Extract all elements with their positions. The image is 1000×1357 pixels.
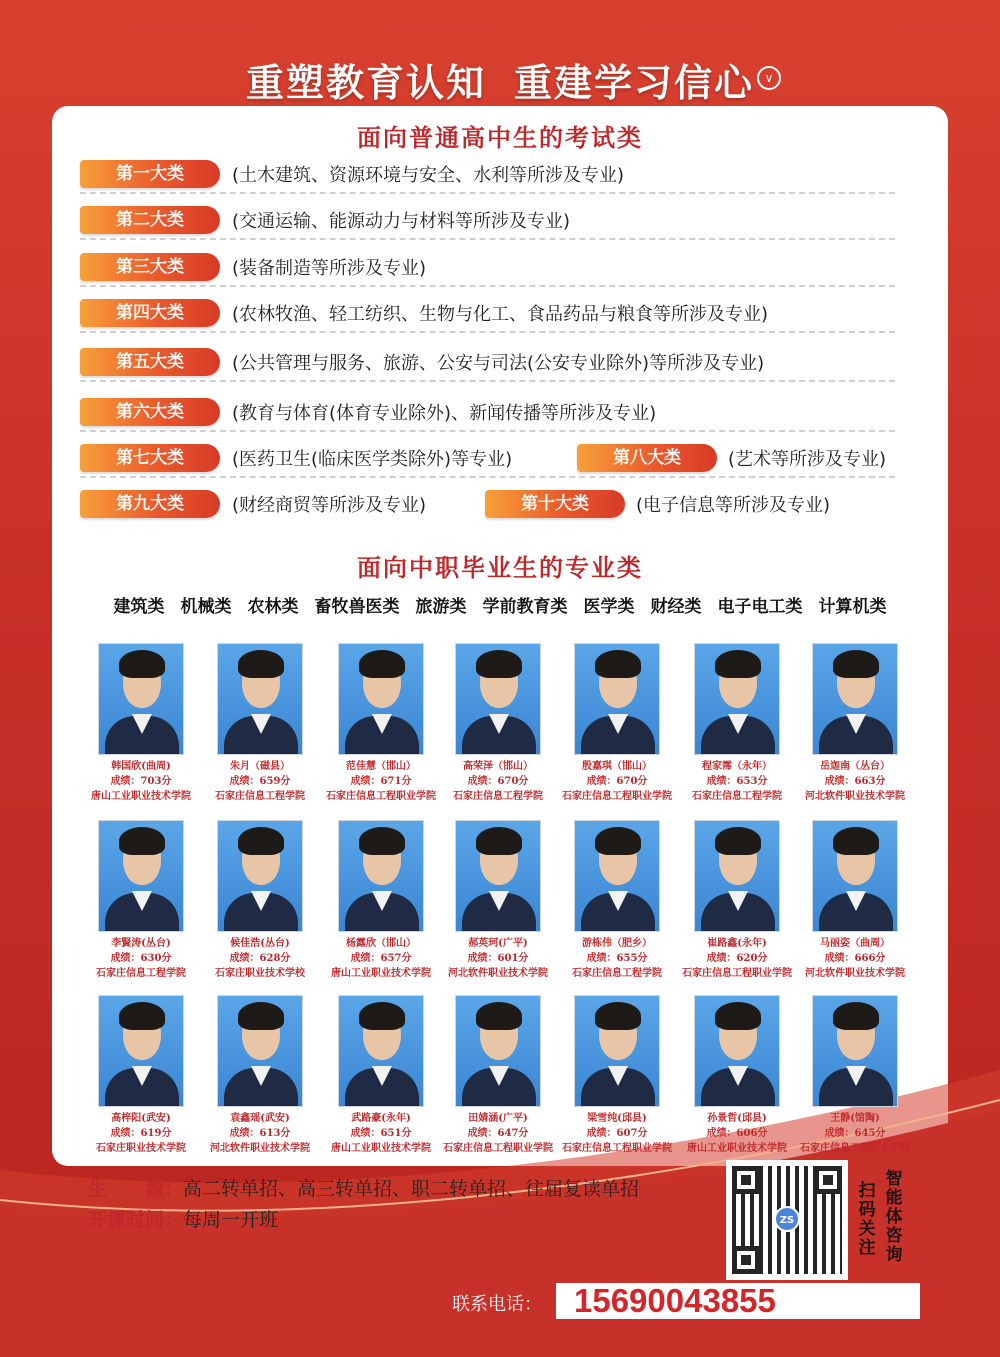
student-card xyxy=(199,820,321,981)
headline-part1: 重塑教育认知 xyxy=(245,61,486,105)
student-photo xyxy=(455,820,541,932)
qr-logo: ZS xyxy=(774,1206,800,1232)
source-value: 高二转单招、高三转单招、职二转单招、往届复读单招 xyxy=(183,1178,640,1200)
category-badge: 第四大类 xyxy=(80,299,220,327)
category-desc: (土木建筑、资源环境与安全、水利等所涉及专业) xyxy=(232,165,625,186)
category-row-3 xyxy=(80,253,895,287)
student-name: 李賢涛(丛台) xyxy=(111,938,171,949)
student-name: 武路豪(永年) xyxy=(351,1113,411,1124)
student-card xyxy=(556,643,678,804)
category-row-2 xyxy=(80,206,895,240)
phone-label: 联系电话： xyxy=(452,1294,542,1315)
major-item: 畜牧兽医类 xyxy=(314,597,400,617)
photo-hair xyxy=(595,650,641,678)
major-item: 旅游类 xyxy=(415,597,467,617)
student-name: 游栋伟（肥乡） xyxy=(582,938,652,949)
student-card xyxy=(676,995,798,1156)
student-name: 岳迦南（丛台） xyxy=(820,761,890,772)
student-name: 袁鑫瑶(武安) xyxy=(230,1113,290,1124)
category-desc: (农林牧渔、轻工纺织、生物与化工、食品药品与粮食等所涉及专业) xyxy=(232,304,769,325)
headline xyxy=(0,52,1000,112)
schedule-label: 开课时间： xyxy=(88,1209,184,1231)
student-photo xyxy=(574,820,660,932)
student-school: 河北软件职业技术学院 xyxy=(805,968,905,979)
student-card xyxy=(794,643,916,804)
student-school: 石家庄信息工程职业学院 xyxy=(562,791,672,802)
student-school: 唐山工业职业技术学院 xyxy=(331,1143,431,1154)
scan-follow-text: 扫码关注 xyxy=(858,1181,876,1258)
student-card xyxy=(676,643,798,804)
major-item: 电子电工类 xyxy=(717,597,803,617)
photo-hair xyxy=(119,650,165,678)
photo-hair xyxy=(359,827,405,855)
photo-hair xyxy=(715,827,761,855)
student-photo xyxy=(455,995,541,1107)
category-desc: (教育与体育(体育专业除外)、新闻传播等所涉及专业) xyxy=(232,403,657,424)
qr-finder xyxy=(732,1166,760,1194)
student-photo xyxy=(812,995,898,1107)
category-desc: (电子信息等所涉及专业) xyxy=(636,495,831,516)
student-score: 成绩：645分 xyxy=(824,1128,886,1139)
student-school: 石家庄职业技术学院 xyxy=(96,1143,186,1154)
student-card xyxy=(556,995,678,1156)
student-name: 孙景哲(邱县) xyxy=(707,1113,767,1124)
qr-finder xyxy=(732,1246,760,1274)
category-badge: 第一大类 xyxy=(80,160,220,188)
category-row-1 xyxy=(80,160,895,194)
student-score: 成绩：657分 xyxy=(350,953,412,964)
phone-number[interactable]: 15690043855 xyxy=(556,1283,920,1319)
category-row-4 xyxy=(80,299,895,333)
student-school: 石家庄信息工程学院 xyxy=(453,791,543,802)
major-item: 医学类 xyxy=(583,597,635,617)
student-name: 候佳浩(丛台) xyxy=(230,938,290,949)
student-card xyxy=(199,995,321,1156)
major-item: 农林类 xyxy=(247,597,299,617)
student-name: 高荣泽（邯山） xyxy=(463,761,533,772)
major-item: 机械类 xyxy=(180,597,232,617)
qr-code[interactable] xyxy=(726,1160,848,1280)
category-badge: 第十大类 xyxy=(485,490,625,518)
student-card xyxy=(676,820,798,981)
photo-hair xyxy=(119,1002,165,1030)
category-desc: (财经商贸等所涉及专业) xyxy=(232,495,427,516)
category-row-6 xyxy=(80,398,895,432)
photo-hair xyxy=(595,827,641,855)
category-desc: (装备制造等所涉及专业) xyxy=(232,258,427,279)
student-photo xyxy=(694,643,780,755)
category-row-7-8 xyxy=(80,444,895,478)
student-school: 河北软件职业技术学院 xyxy=(805,791,905,802)
student-photo xyxy=(98,995,184,1107)
student-score: 成绩：651分 xyxy=(350,1128,412,1139)
student-photo xyxy=(217,820,303,932)
student-name: 程家霈（永年） xyxy=(702,761,772,772)
major-item: 建筑类 xyxy=(113,597,165,617)
student-school: 唐山工业职业技术学院 xyxy=(91,791,191,802)
student-photo xyxy=(574,643,660,755)
student-photo xyxy=(694,820,780,932)
category-desc: (交通运输、能源动力与材料等所涉及专业) xyxy=(232,211,571,232)
student-score: 成绩：666分 xyxy=(824,953,886,964)
category-desc: (医药卫生(临床医学类除外)等专业) xyxy=(232,449,513,470)
student-card xyxy=(437,643,559,804)
student-card xyxy=(794,820,916,981)
student-card xyxy=(320,820,442,981)
student-card xyxy=(199,643,321,804)
student-card xyxy=(80,820,202,981)
student-name: 朱月（磁县） xyxy=(230,761,290,772)
student-photo xyxy=(338,820,424,932)
student-score: 成绩：606分 xyxy=(706,1128,768,1139)
schedule-value: 每周一开班 xyxy=(183,1209,279,1231)
student-school: 石家庄信息工程学院 xyxy=(572,968,662,979)
photo-hair xyxy=(476,650,522,678)
majors-list xyxy=(52,592,948,617)
source-line xyxy=(88,1174,639,1201)
student-name: 王静(馆陶) xyxy=(830,1113,880,1124)
student-score: 成绩：671分 xyxy=(350,776,412,787)
photo-hair xyxy=(238,1002,284,1030)
student-school: 石家庄信息工程学院 xyxy=(215,791,305,802)
student-school: 石家庄信息工程学院 xyxy=(96,968,186,979)
category-row-9-10 xyxy=(80,490,895,524)
student-school: 石家庄信息工程学院 xyxy=(692,791,782,802)
student-school: 石家庄信息工程职业学院 xyxy=(800,1143,910,1154)
student-name: 崔路鑫(永年) xyxy=(707,938,767,949)
student-photo xyxy=(98,820,184,932)
student-school: 石家庄信息工程职业学院 xyxy=(682,968,792,979)
category-badge: 第九大类 xyxy=(80,490,220,518)
student-name: 田婧涵(广平) xyxy=(468,1113,528,1124)
student-school: 唐山工业职业技术学院 xyxy=(687,1143,787,1154)
schedule-line xyxy=(88,1205,278,1232)
student-name: 高梓阳(武安) xyxy=(111,1113,171,1124)
student-score: 成绩：630分 xyxy=(110,953,172,964)
student-school: 河北软件职业技术学院 xyxy=(210,1143,310,1154)
major-item: 计算机类 xyxy=(818,597,887,617)
major-item: 财经类 xyxy=(650,597,702,617)
student-score: 成绩：613分 xyxy=(229,1128,291,1139)
student-school: 河北软件职业技术学院 xyxy=(448,968,548,979)
headline-part2: 重建学习信心 xyxy=(514,61,755,105)
student-school: 唐山工业职业技术学院 xyxy=(331,968,431,979)
category-row-5 xyxy=(80,348,895,382)
category-badge: 第三大类 xyxy=(80,253,220,281)
student-photo xyxy=(812,820,898,932)
student-card xyxy=(80,995,202,1156)
student-photo xyxy=(812,643,898,755)
student-card xyxy=(437,995,559,1156)
student-photo xyxy=(338,995,424,1107)
student-score: 成绩：663分 xyxy=(824,776,886,787)
category-desc: (艺术等所涉及专业) xyxy=(728,449,887,470)
photo-hair xyxy=(833,650,879,678)
student-name: 梁雪纯(邱县) xyxy=(587,1113,647,1124)
photo-hair xyxy=(119,827,165,855)
category-badge: 第六大类 xyxy=(80,398,220,426)
student-card xyxy=(320,643,442,804)
photo-hair xyxy=(595,1002,641,1030)
qr-pattern xyxy=(732,1166,842,1274)
category-badge: 第二大类 xyxy=(80,206,220,234)
student-score: 成绩：620分 xyxy=(706,953,768,964)
student-score: 成绩：703分 xyxy=(110,776,172,787)
photo-hair xyxy=(715,1002,761,1030)
student-name: 郝英珂(广平) xyxy=(468,938,528,949)
student-score: 成绩：655分 xyxy=(586,953,648,964)
student-score: 成绩：653分 xyxy=(706,776,768,787)
student-card xyxy=(794,995,916,1156)
student-name: 韩国欣(曲周) xyxy=(111,761,171,772)
student-name: 杨露欣（邯山） xyxy=(346,938,416,949)
category-badge: 第八大类 xyxy=(577,444,717,472)
chevron-down-icon: ∨ xyxy=(757,66,781,90)
student-photo xyxy=(98,643,184,755)
student-score: 成绩：647分 xyxy=(467,1128,529,1139)
photo-hair xyxy=(833,827,879,855)
photo-hair xyxy=(359,650,405,678)
student-card xyxy=(320,995,442,1156)
student-school: 石家庄信息工程职业学院 xyxy=(562,1143,672,1154)
student-name: 马丽姿（曲周） xyxy=(820,938,890,949)
source-label: 生 源： xyxy=(88,1178,184,1200)
qr-finder xyxy=(814,1166,842,1194)
student-photo xyxy=(455,643,541,755)
student-photo xyxy=(338,643,424,755)
photo-hair xyxy=(833,1002,879,1030)
student-name: 范佳慧（邯山） xyxy=(346,761,416,772)
student-school: 石家庄信息工程职业学院 xyxy=(326,791,436,802)
student-name: 殷嘉琪（邯山） xyxy=(582,761,652,772)
photo-hair xyxy=(715,650,761,678)
student-school: 石家庄信息工程职业学院 xyxy=(443,1143,553,1154)
student-score: 成绩：619分 xyxy=(110,1128,172,1139)
student-photo xyxy=(217,643,303,755)
category-badge: 第五大类 xyxy=(80,348,220,376)
photo-hair xyxy=(238,827,284,855)
student-score: 成绩：670分 xyxy=(586,776,648,787)
student-score: 成绩：670分 xyxy=(467,776,529,787)
ai-consult-text: 智能体咨询 xyxy=(885,1169,903,1265)
student-score: 成绩：659分 xyxy=(229,776,291,787)
photo-hair xyxy=(476,1002,522,1030)
section-title-vocational: 面向中职毕业生的专业类 xyxy=(357,554,643,582)
photo-hair xyxy=(359,1002,405,1030)
student-photo xyxy=(694,995,780,1107)
photo-hair xyxy=(238,650,284,678)
student-school: 石家庄职业技术学校 xyxy=(215,968,305,979)
student-photo xyxy=(574,995,660,1107)
major-item: 学前教育类 xyxy=(482,597,568,617)
student-score: 成绩：628分 xyxy=(229,953,291,964)
category-desc: (公共管理与服务、旅游、公安与司法(公安专业除外)等所涉及专业) xyxy=(232,353,765,374)
section-title-high-school: 面向普通高中生的考试类 xyxy=(357,124,643,152)
student-score: 成绩：607分 xyxy=(586,1128,648,1139)
student-card xyxy=(556,820,678,981)
student-score: 成绩：601分 xyxy=(467,953,529,964)
student-photo xyxy=(217,995,303,1107)
photo-hair xyxy=(476,827,522,855)
student-card xyxy=(437,820,559,981)
category-badge: 第七大类 xyxy=(80,444,220,472)
student-card xyxy=(80,643,202,804)
